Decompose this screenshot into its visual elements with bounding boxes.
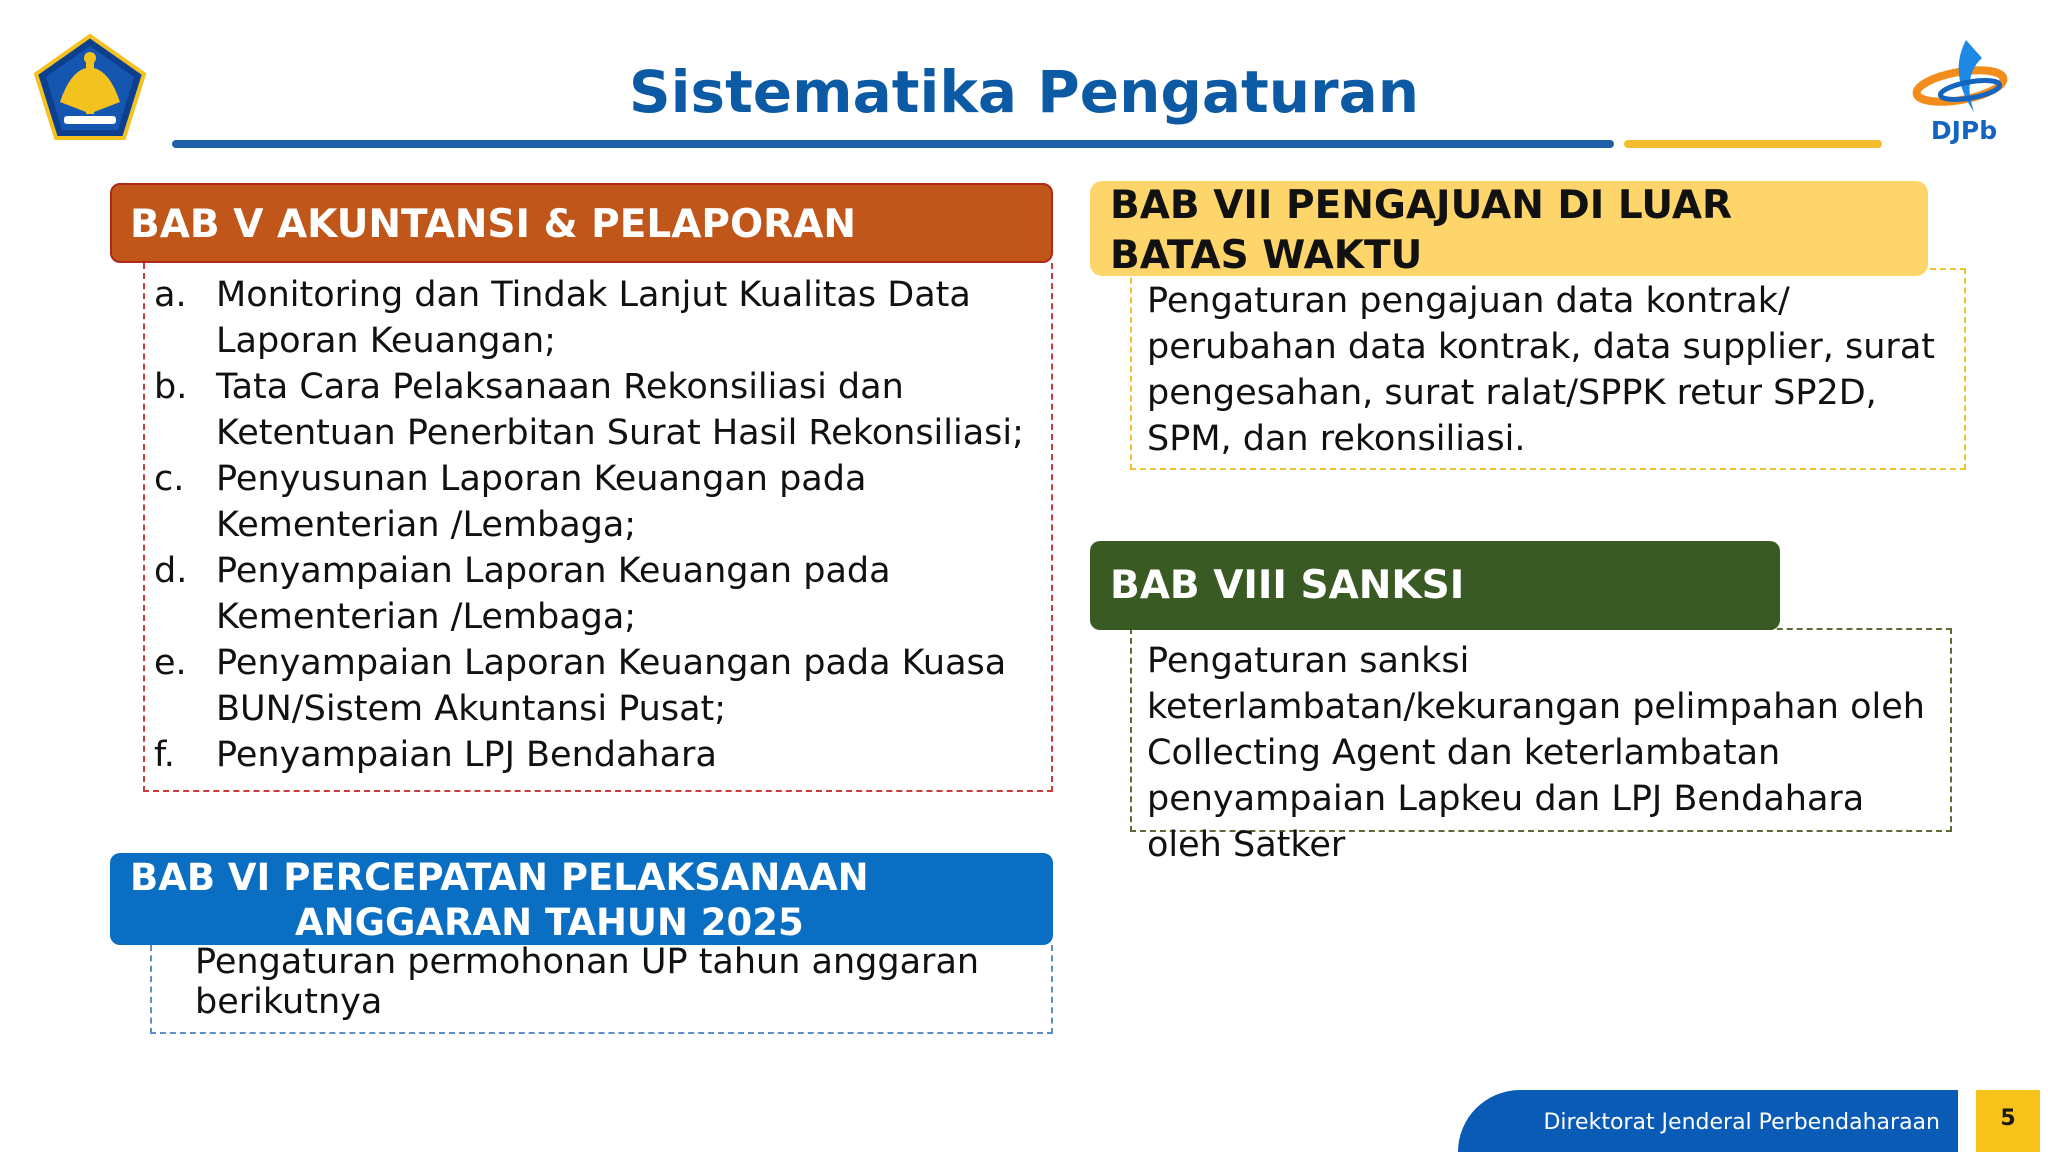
bab5-header: BAB V AKUNTANSI & PELAPORAN [110,183,1053,263]
list-item-text: Penyampaian Laporan Keuangan pada Kementerian /Lembaga; [216,551,891,637]
list-item [152,640,1052,732]
list-item-text: Tata Cara Pelaksanaan Rekonsiliasi dan Ketentuan Penerbitan Surat Hasil Rekonsiliasi; [216,367,1024,453]
list-item [152,732,1052,778]
list-marker: e. [154,643,187,683]
bab8-description: Pengaturan sanksi keterlambatan/kekurangan pelimpahan oleh Collecting Agent dan keterlambatan penyampaian Lapkeu dan LPJ Bendahara oleh Satker [1147,641,1925,865]
bab6-header [110,853,1053,945]
bab7-description: Pengaturan pengajuan data kontrak/ perubahan data kontrak, data supplier, surat pengesahan, surat ralat/SPPK retur SP2D, SPM, dan rekonsiliasi. [1147,281,1935,459]
bab6-description: Pengaturan permohonan UP tahun anggaran berikutnya [195,942,980,1022]
list-item-text: Monitoring dan Tindak Lanjut Kualitas Data Laporan Keuangan; [216,275,971,361]
bab6-title-line1: BAB VI PERCEPATAN PELAKSANAAN [130,856,869,899]
list-item-text: Penyampaian Laporan Keuangan pada Kuasa BUN/Sistem Akuntansi Pusat; [216,643,1007,729]
page-title: Sistematika Pengaturan [628,58,1420,126]
list-item [152,364,1052,456]
list-marker: b. [154,367,188,407]
list-marker: f. [154,735,175,775]
bab7-title-line1: BAB VII PENGAJUAN DI LUAR [1110,183,1733,228]
list-item [152,548,1052,640]
bab7-title-line2: BATAS WAKTU [1110,233,1423,278]
title-underline-gold [1624,140,1882,148]
list-item-text: Penyusunan Laporan Keuangan pada Kementerian /Lembaga; [216,459,867,545]
list-marker: a. [154,275,187,315]
list-item-text: Penyampaian LPJ Bendahara [216,735,717,775]
bab7-header [1090,181,1928,276]
djpb-logo-text: DJPb [1930,116,1998,145]
list-marker: c. [154,459,185,499]
bab8-header: BAB VIII SANKSI [1090,541,1780,630]
footer-organization: Direktorat Jenderal Perbendaharaan [1543,1110,1940,1135]
bab6-title-line2: ANGGARAN TAHUN 2025 [295,901,804,944]
title-underline-blue [172,140,1614,148]
list-item [152,272,1052,364]
list-item [152,456,1052,548]
list-marker: d. [154,551,188,591]
bab5-list [152,272,1052,778]
page-number: 5 [2000,1106,2016,1131]
